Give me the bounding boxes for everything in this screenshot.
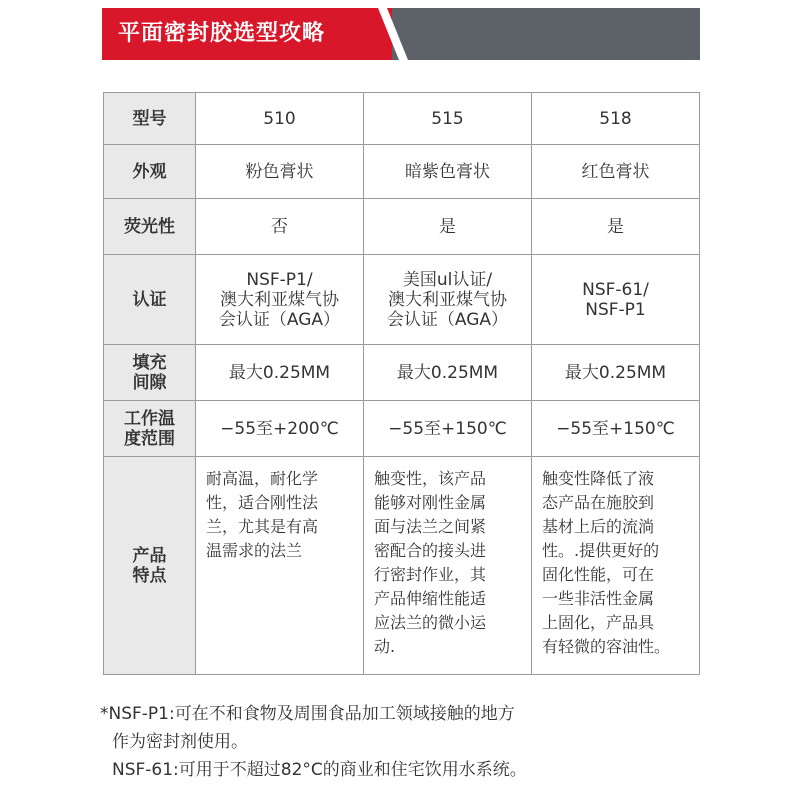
feat-510-line: 兰，尤其是有高: [206, 517, 319, 536]
cell-temp-515: −55至+150℃: [364, 401, 532, 457]
features-header-line-1: 产品: [132, 545, 167, 566]
row-header-model: 型号: [104, 93, 196, 145]
cell-certification-518: [532, 255, 700, 345]
row-model: [104, 93, 700, 145]
cell-appearance-510: 粉色膏状: [196, 145, 364, 199]
cell-model-510: 510: [196, 93, 364, 145]
footnotes: [100, 700, 740, 784]
cell-fluorescence-515: 是: [364, 199, 532, 255]
cert-510-line-2: 澳大利亚煤气协: [220, 289, 339, 310]
row-header-features: [104, 457, 196, 675]
cell-features-518: [532, 457, 700, 675]
cell-gap-515: 最大0.25MM: [364, 345, 532, 401]
row-header-fluorescence: 荧光性: [104, 199, 196, 255]
cert-510-line-3: 会认证（AGA）: [218, 309, 341, 330]
title-banner: [102, 8, 700, 60]
cell-gap-518: 最大0.25MM: [532, 345, 700, 401]
cell-fluorescence-510: 否: [196, 199, 364, 255]
cert-515-line-2: 澳大利亚煤气协: [388, 289, 507, 310]
feat-515-line: 动.: [374, 637, 396, 656]
row-fluorescence: [104, 199, 700, 255]
feat-518-line: 触变性降低了液: [542, 469, 655, 488]
row-gap-fill: [104, 345, 700, 401]
cell-temp-510: −55至+200℃: [196, 401, 364, 457]
feat-518-line: 态产品在施胶到: [542, 493, 655, 512]
feat-518-line: 固化性能，可在: [542, 565, 655, 584]
feat-510-line: 性，适合刚性法: [206, 493, 319, 512]
cell-appearance-515: 暗紫色膏状: [364, 145, 532, 199]
page-title: 平面密封胶选型攻略: [118, 21, 326, 46]
feat-518-line: 基材上后的流淌: [542, 517, 655, 536]
cert-518-line-2: NSF-P1: [585, 299, 646, 320]
gap-header-line-1: 填充: [132, 352, 167, 373]
cell-fluorescence-518: 是: [532, 199, 700, 255]
footnote-nsf-p1: *NSF-P1:可在不和食物及周围食品加工领域接触的地方: [100, 704, 515, 724]
gap-header-line-2: 间隙: [132, 372, 167, 393]
footnote-nsf-61: NSF-61:可用于不超过82°C的商业和住宅饮用水系统。: [112, 760, 527, 780]
sealant-spec-table: [103, 92, 700, 675]
feat-515-line: 密配合的接头进: [374, 541, 487, 560]
feat-515-line: 行密封作业，其: [374, 565, 487, 584]
feat-515-line: 能够对刚性金属: [374, 493, 487, 512]
cell-appearance-518: 红色膏状: [532, 145, 700, 199]
row-header-certification: 认证: [104, 255, 196, 345]
cell-features-515: [364, 457, 532, 675]
feat-515-line: 面与法兰之间紧: [374, 517, 487, 536]
feat-518-line: 一些非活性金属: [542, 589, 655, 608]
cert-510-line-1: NSF-P1/: [246, 269, 313, 290]
row-header-gap-fill: [104, 345, 196, 401]
cert-515-line-3: 会认证（AGA）: [386, 309, 509, 330]
row-header-appearance: 外观: [104, 145, 196, 199]
row-header-temp-range: [104, 401, 196, 457]
feat-510-line: 温需求的法兰: [206, 541, 303, 560]
cell-features-510: [196, 457, 364, 675]
cell-temp-518: −55至+150℃: [532, 401, 700, 457]
cert-518-line-1: NSF-61/: [582, 279, 649, 300]
temp-header-line-2: 度范围: [124, 428, 175, 449]
feat-518-line: 性。.提供更好的: [542, 541, 660, 560]
feat-515-line: 触变性，该产品: [374, 469, 487, 488]
cell-gap-510: 最大0.25MM: [196, 345, 364, 401]
feat-515-line: 应法兰的微小运: [374, 613, 487, 632]
row-temp-range: [104, 401, 700, 457]
feat-510-line: 耐高温，耐化学: [206, 469, 319, 488]
feat-515-line: 产品伸缩性能适: [374, 589, 487, 608]
feat-518-line: 上固化，产品具: [542, 613, 655, 632]
footnote-nsf-p1-cont: 作为密封剂使用。: [112, 732, 248, 752]
feat-518-line: 有轻微的容油性。: [542, 637, 671, 656]
cell-certification-515: [364, 255, 532, 345]
cell-model-518: 518: [532, 93, 700, 145]
row-features: [104, 457, 700, 675]
row-certification: [104, 255, 700, 345]
cert-515-line-1: 美国ul认证/: [402, 269, 493, 290]
row-appearance: [104, 145, 700, 199]
features-header-line-2: 特点: [132, 565, 167, 586]
temp-header-line-1: 工作温: [124, 408, 175, 429]
cell-certification-510: [196, 255, 364, 345]
cell-model-515: 515: [364, 93, 532, 145]
